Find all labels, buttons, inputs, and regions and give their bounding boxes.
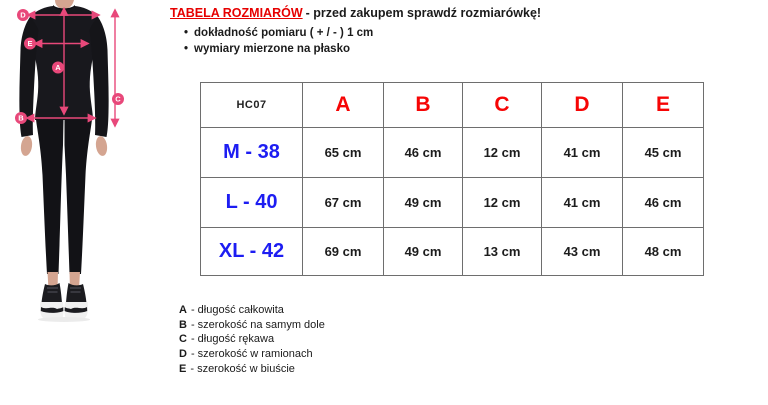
measurement-cell: 45 cm (623, 128, 704, 178)
measurement-cell: 12 cm (463, 128, 542, 178)
note-flat-measure: • wymiary mierzone na płasko (184, 42, 373, 58)
legend-text: - długość całkowita (190, 304, 284, 316)
size-label: XL - 42 (201, 228, 303, 276)
badge-D-letter: D (20, 10, 26, 20)
legend-text: - szerokość na samym dole (190, 318, 325, 331)
measurement-cell: 48 cm (623, 228, 704, 276)
legend-letter: B (179, 318, 187, 331)
table-row (201, 128, 704, 178)
measurement-cell: 12 cm (463, 178, 542, 228)
page-title (170, 6, 541, 20)
measurement-cell: 46 cm (623, 178, 704, 228)
legend-text: - szerokość w biuście (190, 362, 295, 375)
measurement-cell: 65 cm (303, 128, 384, 178)
product-code: HC07 (201, 83, 303, 128)
measurement-cell: 41 cm (542, 178, 623, 228)
badge-B-letter: B (18, 113, 24, 123)
badge-A-letter: A (55, 63, 61, 73)
title-highlight: TABELA ROZMIARÓW (170, 6, 303, 20)
measurement-cell: 43 cm (542, 228, 623, 276)
badge-C-letter: C (115, 94, 121, 104)
legend-text: - szerokość w ramionach (190, 348, 313, 361)
size-table (200, 82, 704, 276)
model-figure (0, 0, 168, 330)
measurement-cell: 49 cm (384, 178, 463, 228)
measurement-legend (179, 303, 325, 377)
size-label: L - 40 (201, 178, 303, 228)
measurement-cell: 49 cm (384, 228, 463, 276)
column-header-a: A (303, 83, 384, 128)
legend-item-b (179, 318, 325, 333)
legend-item-d (179, 347, 325, 362)
size-label: M - 38 (201, 128, 303, 178)
legend-letter: E (179, 362, 187, 375)
measurement-cell: 46 cm (384, 128, 463, 178)
legend-item-e (179, 362, 325, 377)
legend-letter: A (179, 304, 187, 316)
table-header-row (201, 83, 704, 128)
legend-text: - długość rękawa (190, 333, 275, 346)
column-header-b: B (384, 83, 463, 128)
measurement-cell: 13 cm (463, 228, 542, 276)
legend-letter: C (179, 333, 187, 346)
badge-E-letter: E (27, 39, 33, 49)
legend-item-c (179, 332, 325, 347)
title-rest: - przed zakupem sprawdź rozmiarówkę! (305, 6, 542, 20)
column-header-d: D (542, 83, 623, 128)
legend-item-a (179, 303, 325, 318)
table-row (201, 228, 704, 276)
table-row (201, 178, 704, 228)
note-accuracy: • dokładność pomiaru ( + / - ) 1 cm (184, 26, 373, 42)
legend-letter: D (179, 348, 187, 361)
column-header-c: C (463, 83, 542, 128)
model-measurement-photo (0, 0, 168, 330)
measurement-cell: 69 cm (303, 228, 384, 276)
measurement-notes (184, 26, 373, 57)
measurement-cell: 67 cm (303, 178, 384, 228)
column-header-e: E (623, 83, 704, 128)
measurement-cell: 41 cm (542, 128, 623, 178)
